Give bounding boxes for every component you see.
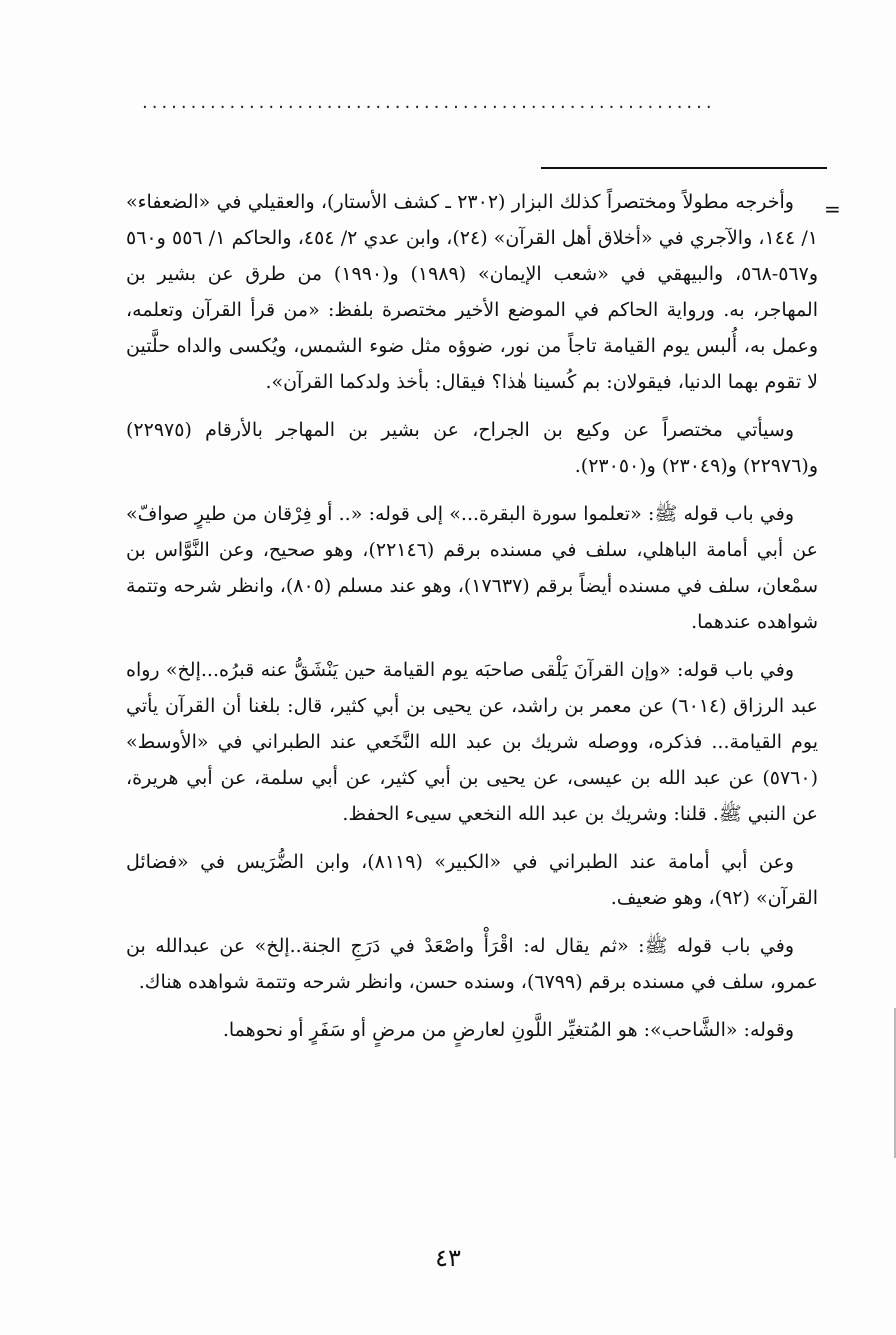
paragraph: وفي باب قوله: «وإن القرآنَ يَلْقى صاحبَه يوم القيامة حين يَنْشَقُّ عنه قبرُه...إلخ» رواه عبد الرزاق (٦٠١٤) عن معمر بن راشد، عن يحيى بن أبي كثير، قال: بلغنا أن القرآن يأتي يوم القيامة... فذكره، ووصله شريك بن عبد الله النَّخَعي عند الطبراني في «الأوسط» (٥٧٦٠) عن عبد الله بن عيسى، عن يحيى بن أبي كثير، عن أبي سلمة، عن أبي هريرة، عن النبي ﷺ. قلنا: وشريك بن عبد الله النخعي سيىء الحفظ. (126, 659, 818, 825)
paragraph: وسيأتي مختصراً عن وكيع بن الجراح، عن بشير بن المهاجر بالأرقام (٢٢٩٧٥) و(٢٢٩٧٦) و(٢٣٠٤٩) و(٢٣٠٥٠). (126, 419, 818, 477)
paragraph: وأخرجه مطولاً ومختصراً كذلك البزار (٢٣٠٢ ـ كشف الأستار)، والعقيلي في «الضعفاء» ١/ ١٤٤، والآجري في «أخلاق أهل القرآن» (٢٤)، وابن عدي ٢/ ٤٥٤، والحاكم ١/ ٥٥٦ و٥٦٠ و٥٦٧-٥٦٨، والبيهقي في «شعب الإيمان» (١٩٨٩) و(١٩٩٠) من طرق عن بشير بن المهاجر، به. ورواية الحاكم في الموضع الأخير مختصرة بلفظ: «من قرأ القرآن وتعلمه، وعمل به، أُلبس يوم القيامة تاجاً من نور، ضوؤه مثل ضوء الشمس، ويُكسى والداه حلَّتين لا تقوم بهما الدنيا، فيقولان: بم كُسينا هٰذا؟ فيقال: بأخذ ولدكما القرآن». (126, 191, 819, 393)
paragraph: وفي باب قوله ﷺ: «تعلموا سورة البقرة...» إلى قوله: «.. أو فِرْقان من طيرٍ صوافّ» عن أبي أمامة الباهلي، سلف في مسنده برقم (٢٢١٤٦)، وهو صحيح، وعن النَّوَّاس بن سمْعان، سلف في مسنده أيضاً برقم (١٧٦٣٧)، وهو عند مسلم (٨٠٥)، وانظر شرحه وتتمة شواهده عندهما. (126, 503, 818, 633)
dotted-separator: ........................................................... (142, 92, 716, 113)
paragraph: وعن أبي أمامة عند الطبراني في «الكبير» (٨١١٩)، وابن الضُّرَيس في «فضائل القرآن» (٩٢)، وهو ضعيف. (126, 851, 818, 909)
page-number: ٤٣ (435, 1244, 461, 1272)
paragraph: وقوله: «الشَّاحب»: هو المُتغيِّر اللَّونِ لعارضٍ من مرضٍ أو سَفَرٍ أو نحوهما. (222, 1019, 794, 1041)
footnote-rule (541, 167, 827, 169)
continuation-mark: = (824, 197, 841, 221)
footnote-text (126, 184, 818, 1060)
paragraph: وفي باب قوله ﷺ: «ثم يقال له: اقْرَأْ واصْعَدْ في دَرَجِ الجنة..إلخ» عن عبدالله بن عمرو، سلف في مسنده برقم (٦٧٩٩)، وسنده حسن، وانظر شرحه وتتمة شواهده هناك. (126, 935, 818, 993)
